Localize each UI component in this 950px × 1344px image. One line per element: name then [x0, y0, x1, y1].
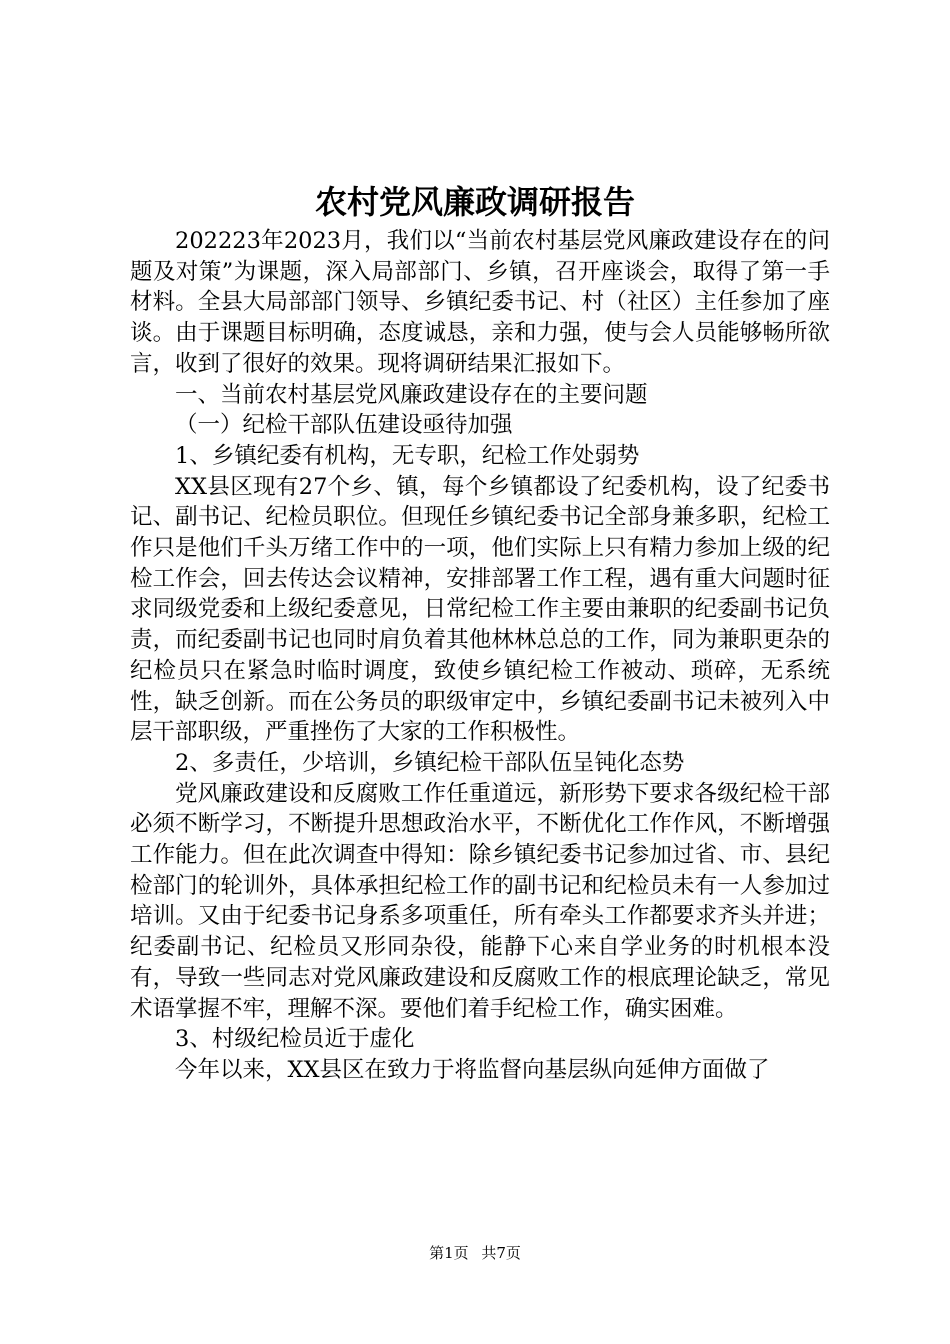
- item-heading: 3、村级纪检员近于虚化: [175, 1026, 415, 1053]
- page-footer: [0, 1243, 950, 1263]
- item-heading: 2、多责任，少培训，乡镇纪检干部队伍呈钝化态势: [175, 749, 685, 776]
- paragraph: XX县区现有27个乡、镇，每个乡镇都设了纪委机构，设了纪委书记、副书记、纪检员职位。但现任乡镇纪委书记全部身兼多职，纪检工作只是他们千头万绪工作中的一项，他们实际上只有精力参加上级的纪检工作会，回去传达会议精神，安排部署工作工程，遇有重大问题时征求同级党委和上级纪委意见，日常纪检工作主要由兼职的纪委副书记负责，而纪委副书记也同时肩负着其他林林总总的工作，同为兼职更杂的纪检员只在紧急时临时调度，致使乡镇纪检工作被动、琐碎，无系统性，缺乏创新。而在公务员的职级审定中，乡镇纪委副书记未被列入中层干部职级，严重挫伤了大家的工作积极性。: [130, 473, 830, 746]
- subsection-heading: （一）纪检干部队伍建设亟待加强: [175, 412, 513, 439]
- paragraph: 党风廉政建设和反腐败工作任重道远，新形势下要求各级纪检干部必须不断学习，不断提升思想政治水平，不断优化工作作风，不断增强工作能力。但在此次调查中得知：除乡镇纪委书记参加过省、市、县纪检部门的轮训外，具体承担纪检工作的副书记和纪检员未有一人参加过培训。又由于纪委书记身系多项重任，所有牵头工作都要求齐头并进；纪委副书记、纪检员又形同杂役，能静下心来自学业务的时机根本没有，导致一些同志对党风廉政建设和反腐败工作的根底理论缺乏，常见术语掌握不牢，理解不深。要他们着手纪检工作，确实困难。: [130, 780, 830, 1022]
- document-title: 农村党风廉政调研报告: [314, 183, 635, 221]
- paragraph: 今年以来，XX县区在致力于将监督向基层纵向延伸方面做了: [175, 1056, 770, 1083]
- section-heading: 一、当前农村基层党风廉政建设存在的主要问题: [175, 381, 648, 408]
- page-number-total: 共7页: [481, 1244, 521, 1262]
- paragraph: 202223年2023月，我们以“当前农村基层党风廉政建设存在的问题及对策”为课题，深入局部部门、乡镇，召开座谈会，取得了第一手材料。全县大局部部门领导、乡镇纪委书记、村（社区）主任参加了座谈。由于课题目标明确，态度诚恳，亲和力强，使与会人员能够畅所欲言，收到了很好的效果。现将调研结果汇报如下。: [130, 228, 830, 377]
- page-number-current: 第1页: [429, 1244, 469, 1262]
- item-heading: 1、乡镇纪委有机构，无专职，纪检工作处弱势: [175, 442, 640, 469]
- document-body: [130, 226, 830, 1086]
